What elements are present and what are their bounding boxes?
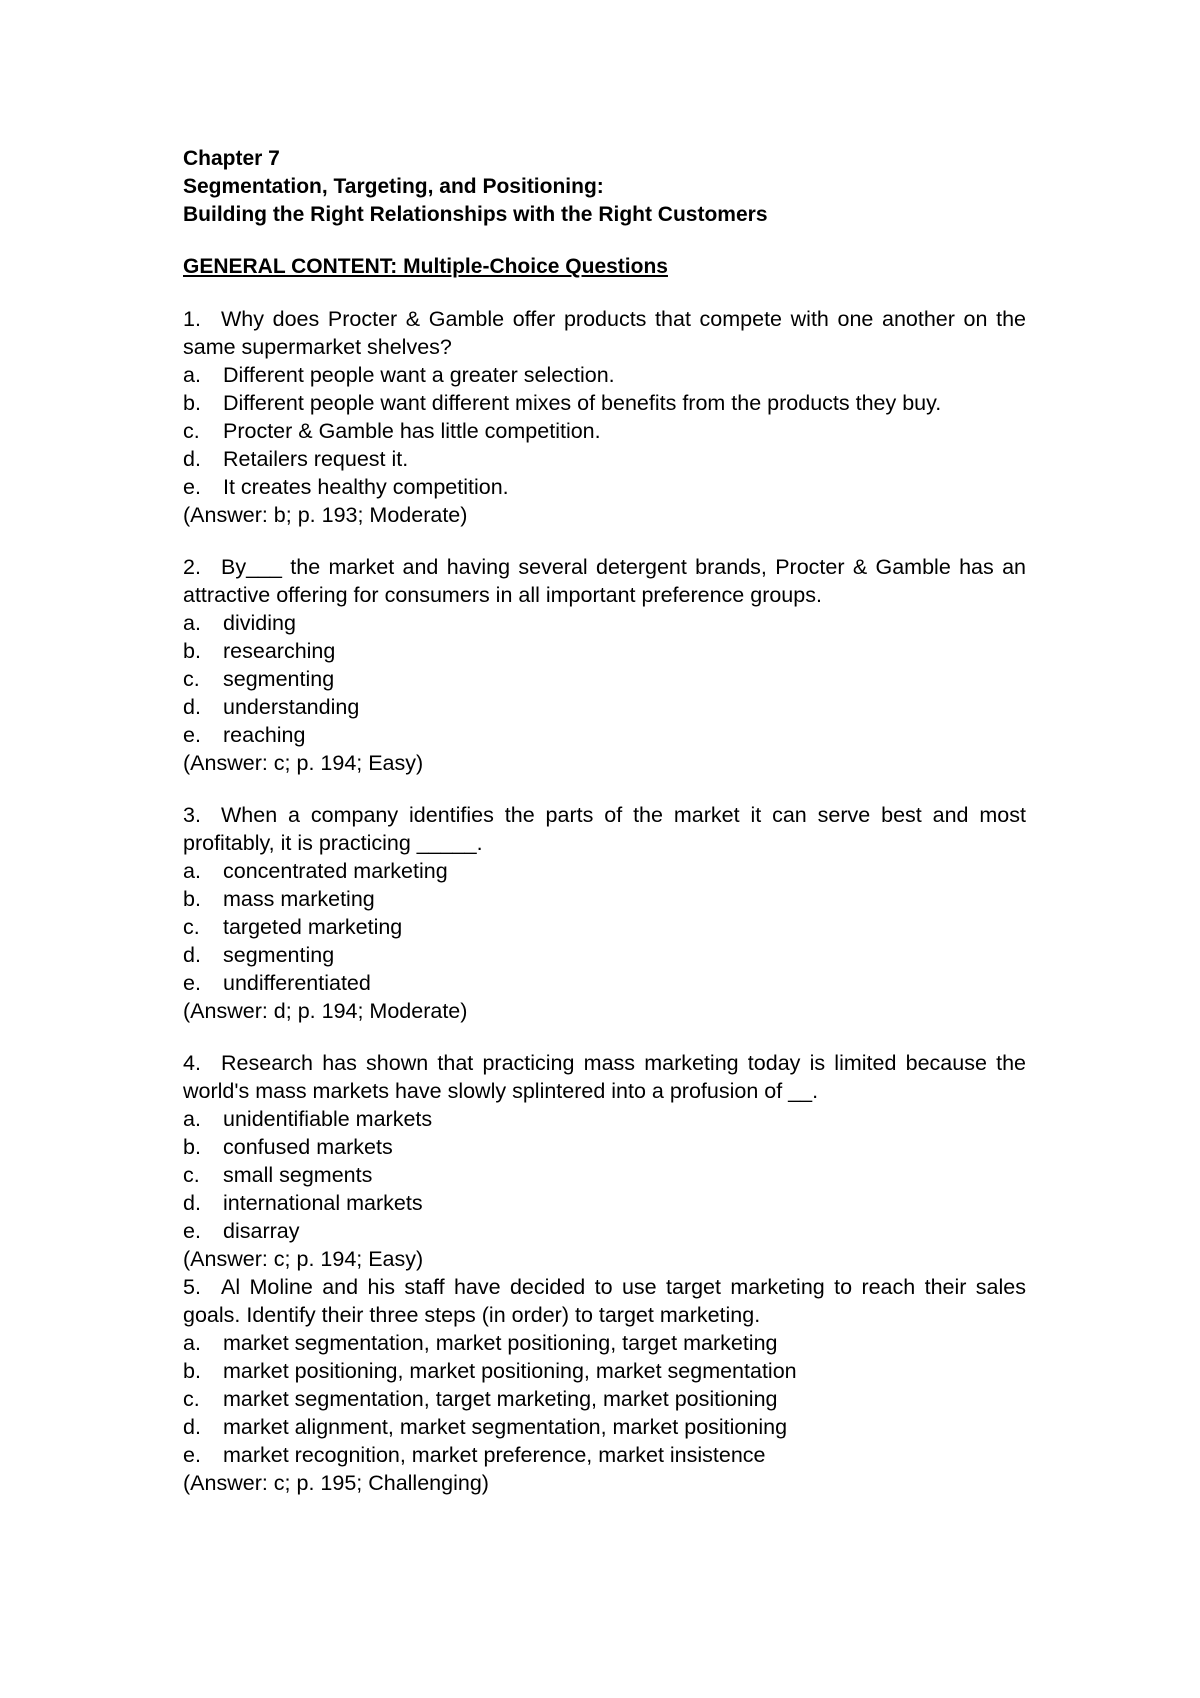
question-number: 4. <box>183 1051 201 1075</box>
option-text: It creates healthy competition. <box>223 475 509 499</box>
option-d <box>183 941 1026 969</box>
option-text: market segmentation, target marketing, market positioning <box>223 1387 778 1411</box>
option-text: targeted marketing <box>223 915 403 939</box>
option-text: small segments <box>223 1163 373 1187</box>
option-c <box>183 1385 1026 1413</box>
option-text: confused markets <box>223 1135 393 1159</box>
option-text: segmenting <box>223 943 335 967</box>
option-text: Retailers request it. <box>223 447 409 471</box>
option-e <box>183 1441 1026 1469</box>
option-text: researching <box>223 639 336 663</box>
option-letter: b. <box>183 1135 201 1159</box>
option-b <box>183 1357 1026 1385</box>
question-number: 2. <box>183 555 201 579</box>
answer-key: (Answer: b; p. 193; Moderate) <box>183 503 468 527</box>
option-d <box>183 1413 1026 1441</box>
option-letter: a. <box>183 1107 201 1131</box>
option-text: mass marketing <box>223 887 375 911</box>
option-a <box>183 1329 1026 1357</box>
option-letter: b. <box>183 1359 201 1383</box>
question-text: Why does Procter & Gamble offer products that compete with one another on the same supermarket shelves? <box>183 307 1026 359</box>
option-c <box>183 417 1026 445</box>
option-letter: d. <box>183 1415 201 1439</box>
option-text: Different people want different mixes of benefits from the products they buy. <box>223 391 942 415</box>
option-text: understanding <box>223 695 360 719</box>
option-text: Different people want a greater selection. <box>223 363 615 387</box>
question-stem <box>183 553 1026 609</box>
question-stem <box>183 1273 1026 1329</box>
option-text: market alignment, market segmentation, market positioning <box>223 1415 788 1439</box>
option-letter: e. <box>183 971 201 995</box>
option-text: undifferentiated <box>223 971 371 995</box>
question-stem <box>183 305 1026 361</box>
option-text: international markets <box>223 1191 423 1215</box>
question-number: 3. <box>183 803 201 827</box>
option-letter: e. <box>183 1219 201 1243</box>
option-text: disarray <box>223 1219 300 1243</box>
option-letter: c. <box>183 1163 200 1187</box>
option-b <box>183 1133 1026 1161</box>
option-a <box>183 857 1026 885</box>
chapter-title: Segmentation, Targeting, and Positioning: <box>183 175 604 198</box>
answer-key: (Answer: c; p. 194; Easy) <box>183 751 424 775</box>
option-text: market segmentation, market positioning, target marketing <box>223 1331 778 1355</box>
answer-key: (Answer: c; p. 194; Easy) <box>183 1247 424 1271</box>
question-2 <box>183 553 1026 777</box>
option-b <box>183 389 1026 417</box>
question-stem <box>183 801 1026 857</box>
option-b <box>183 637 1026 665</box>
option-letter: a. <box>183 859 201 883</box>
option-e <box>183 969 1026 997</box>
option-text: reaching <box>223 723 306 747</box>
question-3 <box>183 801 1026 1025</box>
option-c <box>183 1161 1026 1189</box>
question-stem <box>183 1049 1026 1105</box>
option-e <box>183 1217 1026 1245</box>
option-e <box>183 473 1026 501</box>
option-letter: c. <box>183 1387 200 1411</box>
chapter-label: Chapter 7 <box>183 147 280 170</box>
option-letter: c. <box>183 419 200 443</box>
option-text: dividing <box>223 611 296 635</box>
chapter-subtitle: Building the Right Relationships with the Right Customers <box>183 203 768 226</box>
option-letter: d. <box>183 695 201 719</box>
option-letter: e. <box>183 1443 201 1467</box>
option-text: unidentifiable markets <box>223 1107 433 1131</box>
option-text: segmenting <box>223 667 335 691</box>
option-a <box>183 609 1026 637</box>
option-a <box>183 361 1026 389</box>
question-5 <box>183 1273 1026 1497</box>
option-c <box>183 913 1026 941</box>
question-text: When a company identifies the parts of the market it can serve best and most profitably, it is practicing _____. <box>183 803 1026 855</box>
option-letter: d. <box>183 447 201 471</box>
option-d <box>183 1189 1026 1217</box>
option-text: Procter & Gamble has little competition. <box>223 419 601 443</box>
option-text: market positioning, market positioning, market segmentation <box>223 1359 797 1383</box>
option-b <box>183 885 1026 913</box>
option-letter: c. <box>183 915 200 939</box>
option-d <box>183 693 1026 721</box>
question-number: 1. <box>183 307 201 331</box>
section-heading: GENERAL CONTENT: Multiple-Choice Questions <box>183 255 668 278</box>
question-text: By___ the market and having several detergent brands, Procter & Gamble has an attractive offering for consumers in all important preference groups. <box>183 555 1026 607</box>
option-letter: c. <box>183 667 200 691</box>
option-letter: d. <box>183 1191 201 1215</box>
option-d <box>183 445 1026 473</box>
option-letter: a. <box>183 611 201 635</box>
option-letter: e. <box>183 475 201 499</box>
question-number: 5. <box>183 1275 201 1299</box>
question-text: Al Moline and his staff have decided to use target marketing to reach their sales goals. Identify their three steps (in order) to target marketing. <box>183 1275 1026 1327</box>
answer-key: (Answer: c; p. 195; Challenging) <box>183 1471 489 1495</box>
option-letter: a. <box>183 1331 201 1355</box>
option-text: concentrated marketing <box>223 859 448 883</box>
option-letter: d. <box>183 943 201 967</box>
option-letter: b. <box>183 887 201 911</box>
option-letter: b. <box>183 391 201 415</box>
option-letter: a. <box>183 363 201 387</box>
option-e <box>183 721 1026 749</box>
option-text: market recognition, market preference, market insistence <box>223 1443 766 1467</box>
question-text: Research has shown that practicing mass marketing today is limited because the world's mass markets have slowly splintered into a profusion of __. <box>183 1051 1026 1103</box>
option-letter: e. <box>183 723 201 747</box>
question-1 <box>183 305 1026 529</box>
document-page <box>183 145 1026 1521</box>
option-a <box>183 1105 1026 1133</box>
option-letter: b. <box>183 639 201 663</box>
question-4 <box>183 1049 1026 1273</box>
option-c <box>183 665 1026 693</box>
answer-key: (Answer: d; p. 194; Moderate) <box>183 999 468 1023</box>
